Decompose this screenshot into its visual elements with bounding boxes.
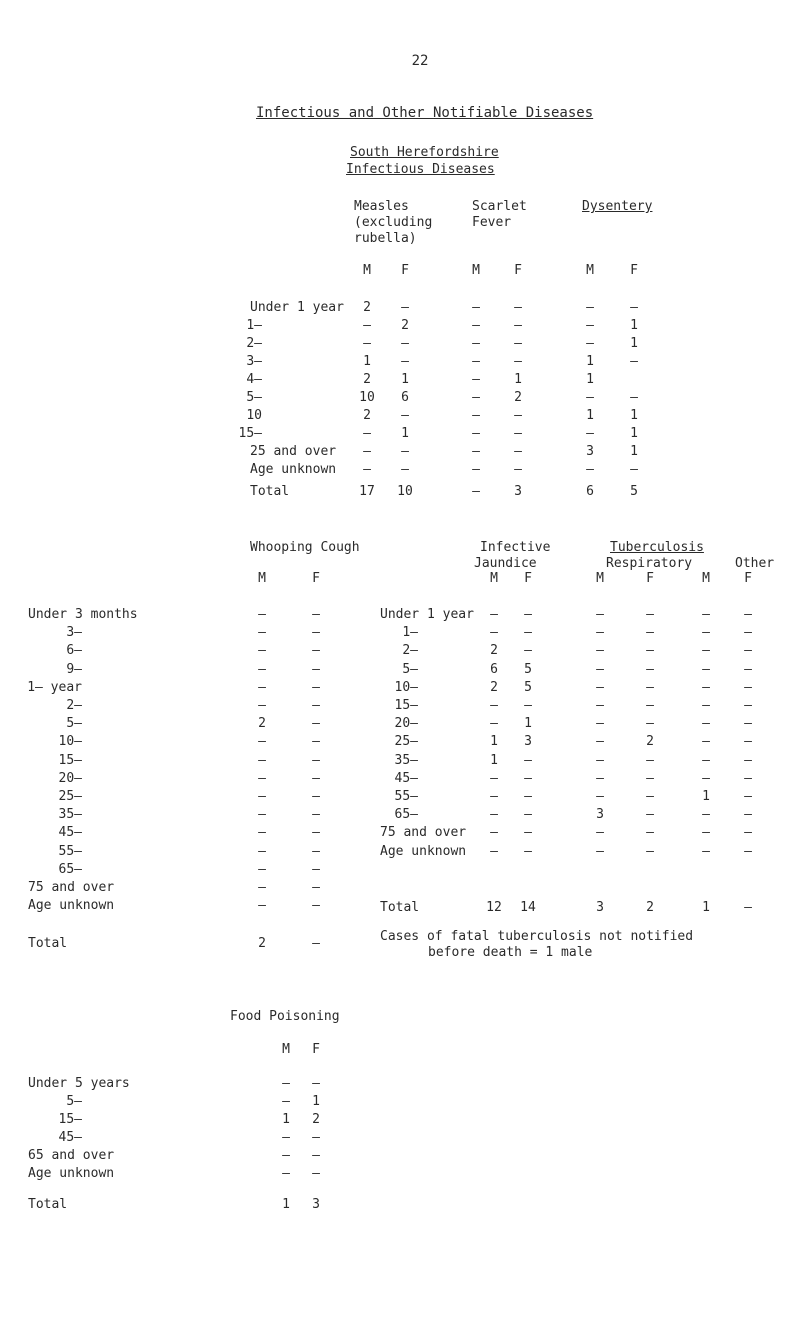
table3-cell: – [596,716,604,732]
table2-sex-label: F [312,571,320,586]
table1-column-header: Fever [472,215,512,230]
table3-cell: – [702,698,710,713]
district-subtitle: Infectious Diseases [346,162,495,177]
table3-cell: 5 [524,661,532,677]
table1-total-cell: 17 [359,484,375,499]
table3-cell: – [646,643,654,659]
table3-row-label: 55– [394,789,418,804]
table2-cell: – [258,734,266,750]
table1-column-header: Measles [354,199,409,214]
table1-cell: – [514,408,522,423]
table3-row-label: Under 1 year [380,607,474,622]
table1-cell: 1 [630,336,638,351]
table4-column-header: Food Poisoning [230,1009,340,1024]
table3-column-header: Respiratory [606,556,693,571]
table1-sex-label: F [401,263,409,278]
table3-cell: 2 [490,679,498,695]
table3-cell: – [744,770,752,786]
table1-row-label: Under 1 year [250,300,344,315]
table1-cell: 1 [630,408,638,423]
table1-cell: – [401,444,409,459]
table2-row-label: 5– [66,716,82,732]
table1-row-label: 25 and over [250,444,337,459]
table4-total-cell: 3 [312,1197,320,1212]
table3-cell: – [524,807,532,823]
table1-sex-label: M [363,263,371,278]
table2-cell: – [258,825,266,841]
table2-cell: – [258,861,266,877]
table3-cell: – [490,716,498,732]
table1-row-label: 10 [246,408,262,423]
table1-sex-label: F [514,263,522,278]
table2-row-label: 1– year [27,679,82,695]
table1-cell: – [401,408,409,423]
table3-cell: 3 [596,807,604,823]
table3-total-cell: 1 [702,900,710,915]
table1-cell: – [586,390,594,405]
table2-cell: – [258,898,266,914]
table3-total-cell: 3 [596,900,604,915]
table1-cell: – [363,444,371,459]
table3-cell: – [646,716,654,732]
table4-cell: – [282,1148,290,1163]
table1-cell: – [363,462,371,477]
table2-cell: – [312,734,320,750]
table3-cell: – [744,789,752,804]
table2-cell: – [258,789,266,804]
table3-note: Cases of fatal tuberculosis not notified [380,929,694,944]
table2-row-label: 35– [58,807,82,823]
table2-cell: 2 [258,716,266,732]
table1-row-label: 2– [246,336,262,351]
table3-sex-label: M [702,571,710,586]
table3-cell: – [596,679,604,695]
table2-cell: – [312,698,320,713]
table4-row-label: 15– [58,1112,82,1127]
table3-row-label: 75 and over [380,825,467,841]
table1-cell: – [472,390,480,405]
table1-cell: – [586,300,594,315]
table1-cell: – [630,390,638,405]
table1-column-header: rubella) [354,231,417,246]
table4-cell: – [312,1148,320,1163]
table3-cell: – [646,607,654,622]
table3-cell: – [524,625,532,641]
table4-cell: – [312,1166,320,1181]
table3-cell: – [702,716,710,732]
table1-cell: – [630,462,638,477]
table3-cell: – [524,698,532,713]
table1-column-header: Scarlet [472,199,527,214]
table1-cell: 2 [363,408,371,423]
table1-total-cell: 10 [397,484,413,499]
table1-cell: – [472,354,480,369]
table1-cell: 1 [586,408,594,423]
table3-column-header: Infective [480,540,551,555]
table1-total-label: Total [250,484,290,499]
table3-cell: – [744,643,752,659]
table4-cell: 1 [312,1094,320,1109]
table3-cell: – [490,843,498,859]
table2-total-cell: – [312,936,320,951]
table4-cell: – [312,1076,320,1091]
table1-row-label: Age unknown [250,462,337,477]
table1-row-label: 4– [246,372,262,387]
table3-cell: – [744,661,752,677]
table3-column-header: Tuberculosis [610,540,704,555]
table1-cell: – [363,336,371,351]
table2-row-label: 9– [66,661,82,677]
table3-cell: – [646,698,654,713]
table3-cell: 1 [490,734,498,750]
table3-sex-label: F [744,571,752,586]
table1-cell: 3 [586,444,594,459]
table2-cell: – [312,861,320,877]
table1-sex-label: F [630,263,638,278]
table2-cell: – [312,880,320,895]
table2-sex-label: M [258,571,266,586]
table4-cell: – [282,1166,290,1181]
table4-total-cell: 1 [282,1197,290,1212]
table2-row-label: 55– [58,843,82,859]
table3-cell: – [490,807,498,823]
table3-total-label: Total [380,900,420,915]
table3-cell: – [596,825,604,841]
table1-cell: 2 [363,372,371,387]
table1-total-cell: 5 [630,484,638,499]
table1-cell: 1 [514,372,522,387]
table1-cell: – [514,354,522,369]
table2-cell: – [312,607,320,622]
table3-cell: – [490,698,498,713]
table2-row-label: 25– [58,789,82,804]
table3-cell: – [744,843,752,859]
table3-cell: – [596,607,604,622]
table1-cell: 1 [586,372,594,387]
table3-row-label: 15– [394,698,418,713]
table3-cell: – [490,789,498,804]
table2-cell: – [258,698,266,713]
table2-cell: – [312,661,320,677]
table3-cell: – [744,625,752,641]
table1-column-header: Dysentery [582,199,653,214]
table1-cell: 1 [363,354,371,369]
table1-cell: – [630,300,638,315]
table1-cell: – [514,462,522,477]
table2-row-label: 45– [58,825,82,841]
table2-row-label: 75 and over [28,880,115,895]
table3-sex-label: M [596,571,604,586]
table4-row-label: 65 and over [28,1148,115,1163]
table4-row-label: Under 5 years [28,1076,130,1091]
table3-sex-label: M [490,571,498,586]
table3-cell: – [702,643,710,659]
table3-cell: – [524,825,532,841]
table3-cell: – [646,625,654,641]
table2-cell: – [312,843,320,859]
table4-row-label: 5– [66,1094,82,1109]
table2-cell: – [258,807,266,823]
table3-total-cell: 12 [486,900,502,915]
table1-cell: – [586,426,594,441]
table3-cell: – [702,825,710,841]
table1-cell: 2 [514,390,522,405]
table2-cell: – [312,825,320,841]
table3-cell: – [744,679,752,695]
table4-cell: – [282,1094,290,1109]
table4-row-label: Age unknown [28,1166,115,1181]
table1-cell: – [630,354,638,369]
table3-cell: – [490,825,498,841]
table1-total-cell: – [472,484,480,499]
table2-cell: – [312,789,320,804]
table3-cell: – [596,843,604,859]
table2-row-label: Age unknown [28,898,115,914]
table1-cell: 1 [586,354,594,369]
table3-cell: – [524,789,532,804]
table1-cell: – [472,372,480,387]
table1-cell: – [401,336,409,351]
table1-sex-label: M [586,263,594,278]
table3-row-label: 2– [402,643,418,659]
table4-cell: – [282,1076,290,1091]
table2-row-label: 2– [66,698,82,713]
table1-cell: – [363,426,371,441]
table1-row-label: 1– [246,318,262,333]
table3-cell: – [744,734,752,750]
table2-row-label: 10– [58,734,82,750]
main-title: Infectious and Other Notifiable Diseases [256,105,594,121]
table3-cell: – [524,843,532,859]
table3-cell: – [490,625,498,641]
table1-sex-label: M [472,263,480,278]
table3-row-label: 25– [394,734,418,750]
table3-cell: – [490,770,498,786]
table3-cell: – [702,807,710,823]
table3-total-cell: 2 [646,900,654,915]
table2-cell: – [258,607,266,622]
table1-cell: – [586,336,594,351]
table2-cell: – [258,625,266,641]
table3-cell: 6 [490,661,498,677]
table1-cell: – [514,300,522,315]
table3-cell: – [596,789,604,804]
table1-cell: – [363,318,371,333]
table3-cell: – [702,752,710,768]
table3-cell: – [490,607,498,622]
table1-cell: – [401,300,409,315]
table3-cell: – [646,807,654,823]
table3-cell: – [646,843,654,859]
table3-cell: – [744,752,752,768]
table3-cell: – [744,807,752,823]
table2-cell: – [312,679,320,695]
table1-column-header: (excluding [354,215,433,230]
table3-cell: – [596,770,604,786]
table1-cell: – [401,462,409,477]
table3-cell: – [646,789,654,804]
table1-cell: 1 [630,426,638,441]
table3-column-header: Jaundice [474,556,537,571]
table3-sex-label: F [524,571,532,586]
table3-cell: – [646,770,654,786]
table3-cell: – [596,698,604,713]
table3-cell: – [702,679,710,695]
table3-cell: – [524,607,532,622]
table1-cell: – [514,318,522,333]
table2-cell: – [312,643,320,659]
table4-cell: – [282,1130,290,1145]
table1-cell: – [401,354,409,369]
table3-cell: 3 [524,734,532,750]
table3-total-cell: – [744,900,752,915]
table2-row-label: 15– [58,752,82,768]
table3-cell: – [596,625,604,641]
table3-cell: – [702,843,710,859]
table3-row-label: 1– [402,625,418,641]
table2-row-label: 20– [58,770,82,786]
table1-cell: – [514,444,522,459]
table3-cell: 1 [702,789,710,804]
table1-cell: – [472,300,480,315]
table1-cell: – [472,336,480,351]
table3-cell: – [646,752,654,768]
table1-cell: 10 [359,390,375,405]
table3-note: before death = 1 male [428,945,593,960]
table3-row-label: 20– [394,716,418,732]
table1-cell: – [586,318,594,333]
table1-row-label: 5– [246,390,262,405]
table4-cell: 2 [312,1112,320,1127]
table1-cell: – [514,336,522,351]
table1-cell: 1 [630,318,638,333]
table1-cell: – [472,444,480,459]
table1-cell: – [514,426,522,441]
table3-cell: – [702,625,710,641]
table4-row-label: 45– [58,1130,82,1145]
table4-sex-label: F [312,1042,320,1057]
table3-cell: – [646,661,654,677]
table2-cell: – [312,898,320,914]
table2-cell: – [312,752,320,768]
table4-cell: 1 [282,1112,290,1127]
district-title: South Herefordshire [350,145,499,160]
table1-cell: 2 [363,300,371,315]
table2-cell: – [312,625,320,641]
table1-total-cell: 6 [586,484,594,499]
table2-total-label: Total [28,936,68,951]
table2-row-label: 3– [66,625,82,641]
table4-cell: – [312,1130,320,1145]
table3-cell: – [596,661,604,677]
table3-cell: 1 [524,716,532,732]
table3-cell: 5 [524,679,532,695]
table1-cell: – [472,426,480,441]
table3-row-label: 5– [402,661,418,677]
table1-row-label: 15– [238,426,262,441]
table2-cell: – [258,752,266,768]
table3-row-label: 10– [394,679,418,695]
table3-cell: – [524,752,532,768]
table3-cell: 2 [490,643,498,659]
table1-cell: – [586,462,594,477]
table3-cell: – [744,716,752,732]
table3-row-label: Age unknown [380,843,467,859]
table2-row-label: 6– [66,643,82,659]
table3-cell: – [596,734,604,750]
table3-row-label: 65– [394,807,418,823]
page-number: 22 [411,53,429,69]
table2-cell: – [258,679,266,695]
table1-cell: – [472,408,480,423]
table3-cell: – [702,770,710,786]
table1-cell: 2 [401,318,409,333]
table1-cell: 1 [630,444,638,459]
table1-cell: 1 [401,372,409,387]
table3-cell: – [596,752,604,768]
table4-total-label: Total [28,1197,68,1212]
table2-cell: – [258,770,266,786]
table2-cell: – [258,843,266,859]
table1-cell: 1 [401,426,409,441]
table4-sex-label: M [282,1042,290,1057]
table2-cell: – [312,716,320,732]
table2-cell: – [258,880,266,895]
table2-cell: – [312,807,320,823]
table3-cell: – [702,661,710,677]
table3-total-cell: 14 [520,900,536,915]
table2-cell: – [312,770,320,786]
table3-cell: – [744,698,752,713]
table1-cell: – [472,462,480,477]
table3-cell: – [702,607,710,622]
table3-cell: – [646,825,654,841]
table3-cell: – [646,679,654,695]
table3-cell: – [524,770,532,786]
table1-cell: 6 [401,390,409,405]
table3-cell: 2 [646,734,654,750]
table3-cell: – [744,607,752,622]
table1-cell: – [472,318,480,333]
table3-cell: – [744,825,752,841]
table3-cell: – [524,643,532,659]
table3-cell: 1 [490,752,498,768]
table3-sex-label: F [646,571,654,586]
table1-row-label: 3– [246,354,262,369]
table3-cell: – [596,643,604,659]
table2-total-cell: 2 [258,936,266,951]
table3-cell: – [702,734,710,750]
table3-column-header: Other [735,556,775,571]
table1-total-cell: 3 [514,484,522,499]
table2-row-label: 65– [58,861,82,877]
table3-row-label: 35– [394,752,418,768]
table2-cell: – [258,661,266,677]
table2-column-header: Whooping Cough [250,540,360,555]
table2-cell: – [258,643,266,659]
table2-row-label: Under 3 months [28,607,138,622]
table3-row-label: 45– [394,770,418,786]
